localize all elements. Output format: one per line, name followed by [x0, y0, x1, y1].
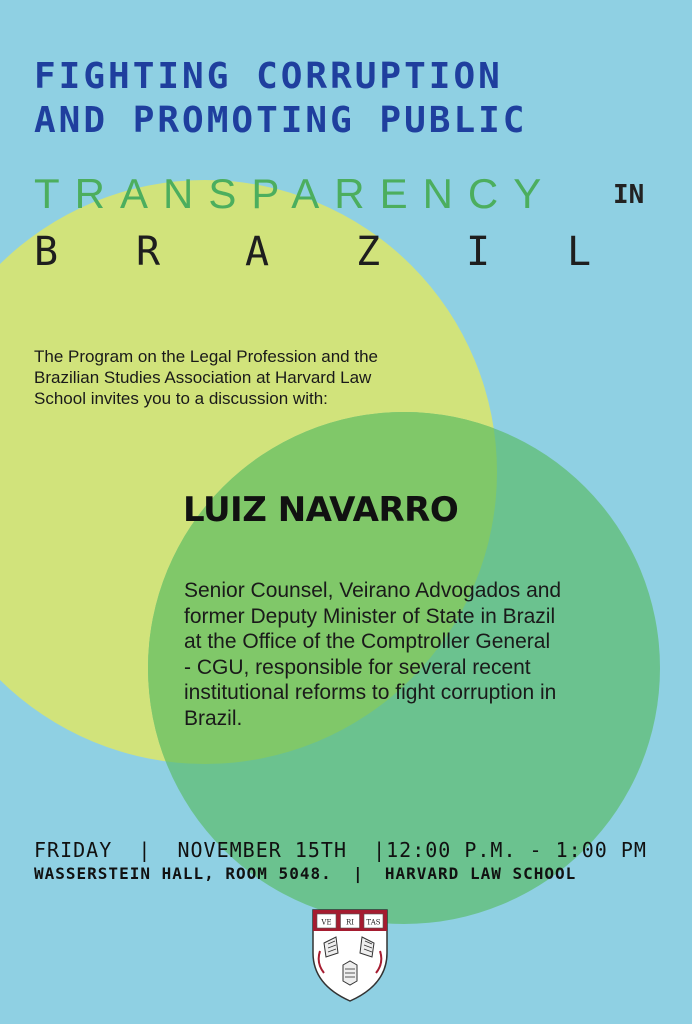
bio-line: at the Office of the Comptroller General — [184, 630, 551, 653]
title-connector-in: IN — [613, 180, 645, 210]
country-letter: A — [245, 229, 270, 275]
bio-line: institutional reforms to fight corruption in — [184, 681, 557, 704]
country-letter: L — [567, 229, 592, 275]
motto-syllable: RI — [345, 918, 355, 927]
event-venue: WASSERSTEIN HALL, ROOM 5048. | HARVARD LAW SCHOOL — [34, 864, 577, 883]
harvard-shield-icon — [310, 907, 390, 1003]
invitation-line: The Program on the Legal Profession and the — [34, 347, 378, 366]
invitation-line: School invites you to a discussion with: — [34, 389, 328, 408]
speaker-name: LUIZ NAVARRO — [183, 490, 459, 530]
bio-line: former Deputy Minister of State in Brazil — [184, 604, 556, 628]
motto-syllable: VE — [321, 918, 332, 927]
speaker-bio — [184, 578, 561, 731]
country-letter: Z — [356, 229, 381, 275]
title-line-1: FIGHTING CORRUPTION — [34, 56, 503, 97]
title-line-2: AND PROMOTING PUBLIC — [34, 100, 528, 141]
bio-line: - CGU, responsible for several recent — [184, 655, 531, 679]
country-letter: R — [136, 229, 161, 275]
country-letter: I — [466, 229, 491, 275]
title-highlight-transparency: TRANSPARENCY — [34, 170, 557, 217]
country-letter: B — [34, 229, 59, 275]
bio-line: Brazil. — [184, 706, 243, 730]
invitation-line: Brazilian Studies Association at Harvard Law — [34, 368, 372, 387]
invitation-text — [34, 346, 378, 409]
motto-syllable: TAS — [366, 918, 381, 927]
event-date-time: FRIDAY | NOVEMBER 15TH |12:00 P.M. - 1:00 PM — [34, 838, 647, 862]
bio-line: Senior Counsel, Veirano Advogados and — [184, 579, 562, 602]
